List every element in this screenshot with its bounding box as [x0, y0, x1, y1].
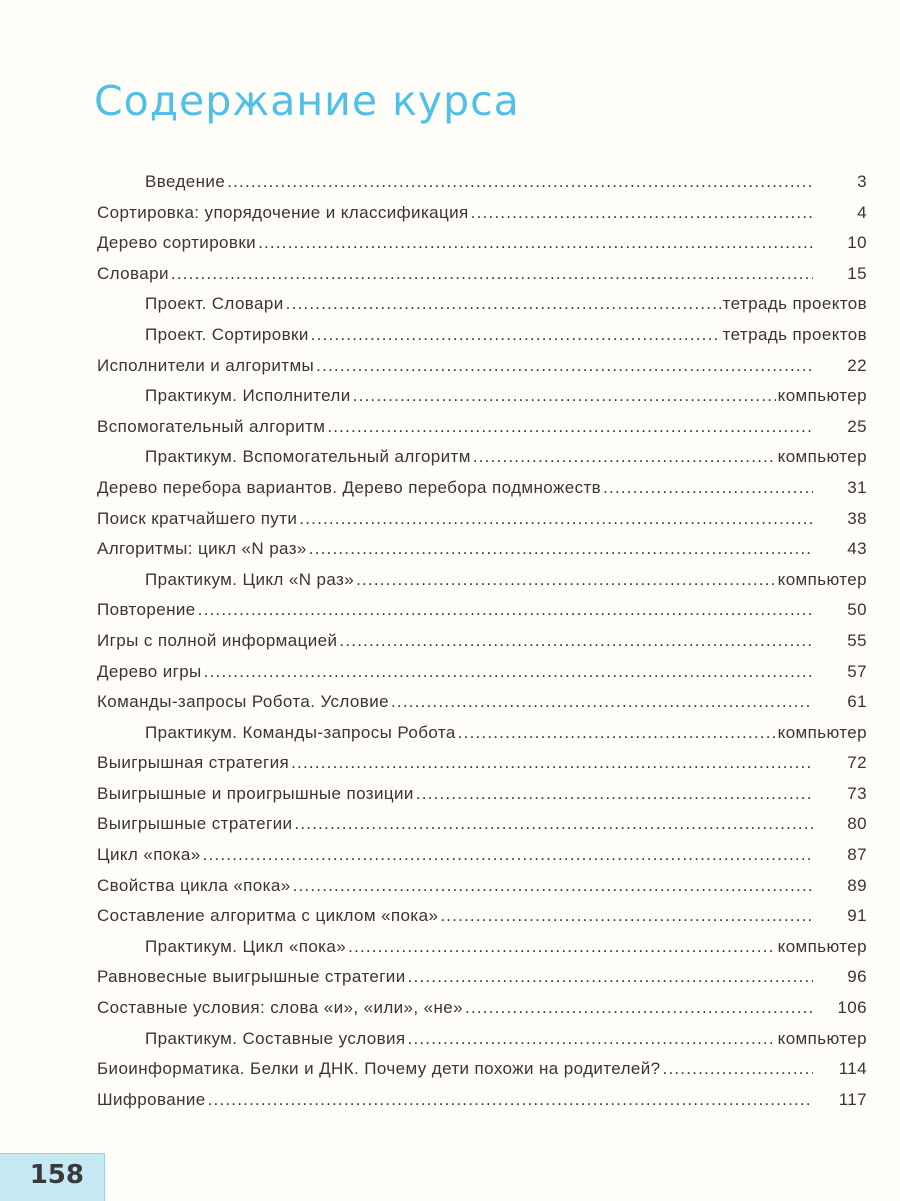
toc-entry-title: Биоинформатика. Белки и ДНК. Почему дети похожи на родителей? [97, 1059, 661, 1079]
toc-entry-page: 61 [847, 692, 867, 712]
toc-entry [97, 692, 867, 723]
toc-entry-page: 89 [847, 875, 867, 895]
toc-entry-page: 10 [847, 233, 867, 253]
toc-entry [97, 876, 867, 907]
dot-leader [316, 356, 813, 376]
toc-entry-title: Практикум. Цикл «пока» [145, 936, 347, 956]
toc-entry [97, 447, 867, 478]
toc-entry-title: Практикум. Составные условия [145, 1028, 406, 1048]
toc-entry-page: 80 [847, 814, 867, 834]
toc-entry [97, 417, 867, 448]
toc-entry-page: 22 [847, 355, 867, 375]
dot-leader [294, 814, 813, 834]
dot-leader [293, 876, 813, 896]
toc-entry [97, 386, 867, 417]
toc-entry-page: компьютер [777, 569, 867, 589]
page-number: 158 [29, 1160, 84, 1190]
toc-entry [97, 325, 867, 356]
toc-entry-title: Проект. Словари [145, 294, 284, 314]
toc-entry-page: 15 [847, 263, 867, 283]
toc-entry-title: Словари [97, 263, 169, 283]
toc-entry-page: компьютер [777, 447, 867, 467]
toc-entry-page: компьютер [777, 386, 867, 406]
toc-entry-title: Цикл «пока» [97, 845, 201, 865]
toc-entry-title: Практикум. Вспомогательный алгоритм [145, 447, 471, 467]
toc-entry-page: компьютер [777, 722, 867, 742]
dot-leader [408, 967, 813, 987]
toc-entry [97, 570, 867, 601]
toc-entry-page: 91 [847, 906, 867, 926]
toc-entry-page: 106 [837, 998, 867, 1018]
table-of-contents [97, 172, 867, 1120]
toc-entry-title: Проект. Сортировки [145, 324, 309, 344]
toc-entry-page: 3 [857, 172, 867, 191]
dot-leader [353, 386, 776, 406]
dot-leader [356, 570, 776, 590]
toc-entry-title: Дерево игры [97, 661, 202, 681]
dot-leader [339, 631, 813, 651]
toc-entry-page: 38 [847, 508, 867, 528]
dot-leader [471, 203, 813, 223]
toc-entry [97, 356, 867, 387]
dot-leader [327, 417, 813, 437]
toc-entry-title: Составные условия: слова «и», «или», «не» [97, 998, 464, 1018]
dot-leader [473, 447, 776, 467]
toc-entry [97, 1090, 867, 1121]
toc-entry [97, 478, 867, 509]
dot-leader [603, 478, 813, 498]
dot-leader [440, 906, 813, 926]
toc-entry [97, 264, 867, 295]
toc-entry [97, 631, 867, 662]
page-number-box [0, 1153, 105, 1201]
toc-entry [97, 662, 867, 693]
toc-entry-page: 72 [847, 753, 867, 773]
dot-leader [391, 692, 813, 712]
toc-entry-page: 50 [847, 600, 867, 620]
toc-entry [97, 1059, 867, 1090]
toc-entry-page: 73 [847, 783, 867, 803]
toc-entry-page: 31 [847, 477, 867, 497]
toc-entry-title: Повторение [97, 600, 196, 620]
toc-entry-page: 55 [847, 630, 867, 650]
toc-entry [97, 172, 867, 203]
toc-entry-page: тетрадь проектов [722, 324, 867, 344]
toc-entry-title: Введение [145, 172, 226, 191]
toc-entry [97, 539, 867, 570]
toc-entry-page: 43 [847, 539, 867, 559]
dot-leader [227, 172, 813, 192]
toc-entry-title: Сортировка: упорядочение и классификация [97, 202, 469, 222]
toc-entry-page: 117 [838, 1089, 867, 1109]
dot-leader [203, 845, 813, 865]
dot-leader [299, 509, 813, 529]
toc-entry-page: 87 [847, 845, 867, 865]
toc-entry-title: Выигрышные и проигрышные позиции [97, 783, 414, 803]
toc-entry [97, 723, 867, 754]
dot-leader [408, 1029, 776, 1049]
toc-entry-title: Выигрышные стратегии [97, 814, 293, 834]
dot-leader [171, 264, 813, 284]
toc-entry-page: компьютер [777, 1028, 867, 1048]
toc-entry [97, 753, 867, 784]
toc-entry [97, 509, 867, 540]
toc-entry-title: Практикум. Исполнители [145, 386, 351, 406]
toc-entry-title: Вспомогательный алгоритм [97, 416, 326, 436]
toc-entry-title: Выигрышная стратегия [97, 753, 290, 773]
toc-entry [97, 937, 867, 968]
toc-entry [97, 967, 867, 998]
toc-entry-title: Дерево сортировки [97, 233, 257, 253]
toc-entry-page: 25 [847, 416, 867, 436]
toc-entry [97, 294, 867, 325]
toc-entry [97, 1029, 867, 1060]
dot-leader [198, 600, 813, 620]
toc-entry-page: тетрадь проектов [722, 294, 867, 314]
toc-entry-page: 57 [847, 661, 867, 681]
toc-entry-title: Алгоритмы: цикл «N раз» [97, 539, 307, 559]
toc-entry-title: Шифрование [97, 1089, 206, 1109]
toc-entry [97, 906, 867, 937]
toc-entry-page: 4 [857, 202, 867, 222]
toc-entry [97, 845, 867, 876]
dot-leader [416, 784, 813, 804]
dot-leader [348, 937, 776, 957]
dot-leader [458, 723, 776, 743]
dot-leader [286, 294, 721, 314]
dot-leader [208, 1090, 813, 1110]
dot-leader [311, 325, 721, 345]
toc-entry-title: Игры с полной информацией [97, 630, 338, 650]
dot-leader [465, 998, 813, 1018]
toc-entry-title: Поиск кратчайшего пути [97, 508, 298, 528]
toc-entry-page: 114 [838, 1059, 867, 1079]
toc-entry [97, 814, 867, 845]
dot-leader [204, 662, 813, 682]
toc-entry-title: Равновесные выигрышные стратегии [97, 967, 406, 987]
dot-leader [291, 753, 813, 773]
toc-entry-page: компьютер [777, 936, 867, 956]
toc-entry [97, 998, 867, 1029]
toc-entry-title: Практикум. Команды-запросы Робота [145, 722, 456, 742]
page-title: Содержание курса [94, 77, 520, 126]
dot-leader [258, 233, 813, 253]
toc-entry-title: Команды-запросы Робота. Условие [97, 692, 389, 712]
dot-leader [663, 1059, 813, 1079]
toc-entry [97, 203, 867, 234]
toc-entry-title: Исполнители и алгоритмы [97, 355, 315, 375]
toc-entry-title: Практикум. Цикл «N раз» [145, 569, 355, 589]
toc-entry [97, 784, 867, 815]
toc-entry [97, 233, 867, 264]
toc-entry-title: Составление алгоритма с циклом «пока» [97, 906, 439, 926]
toc-entry-title: Свойства цикла «пока» [97, 875, 291, 895]
toc-entry-title: Дерево перебора вариантов. Дерево перебора подмножеств [97, 477, 602, 497]
dot-leader [309, 539, 813, 559]
toc-entry-page: 96 [847, 967, 867, 987]
toc-entry [97, 600, 867, 631]
